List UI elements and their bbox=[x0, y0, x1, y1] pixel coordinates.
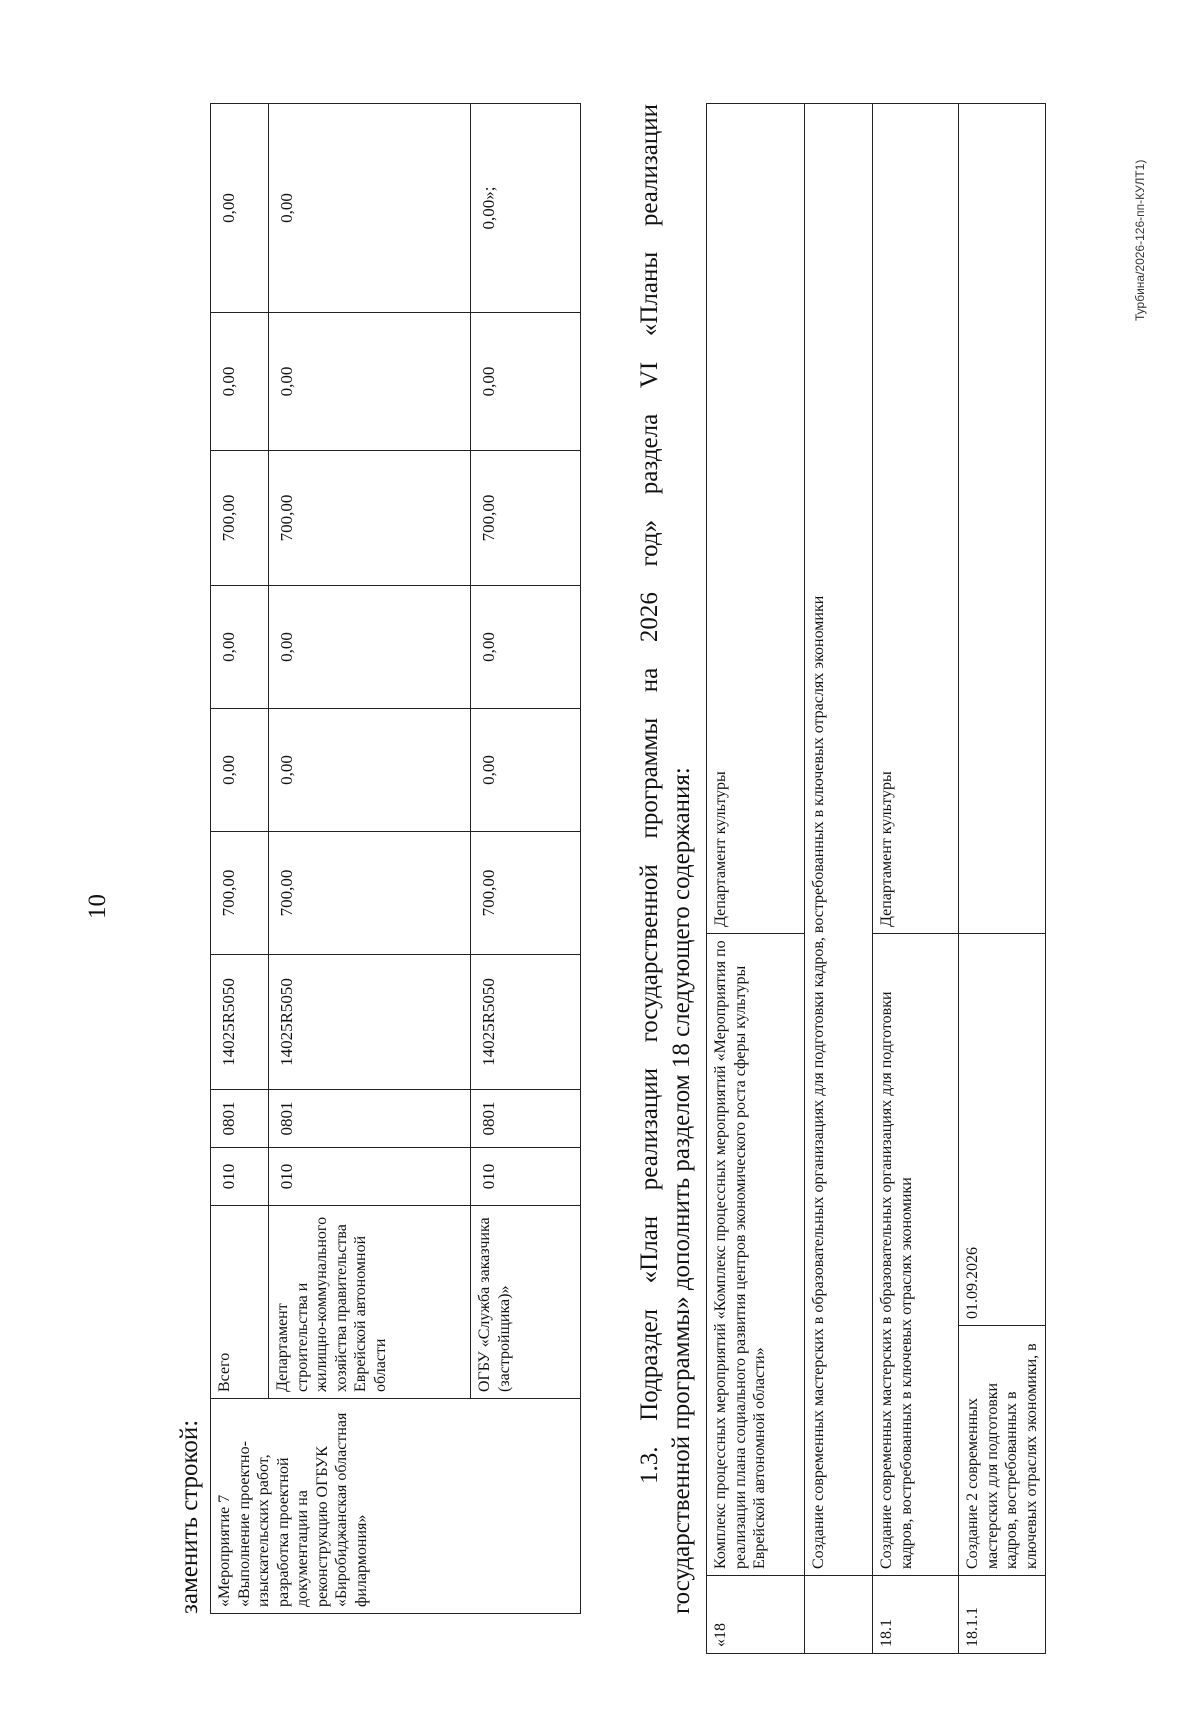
department-cell: Департамент культуры bbox=[707, 103, 805, 933]
amendment-paragraph bbox=[634, 104, 698, 1614]
code-cell: 0801 bbox=[269, 1090, 471, 1148]
executor-cell: ОГБУ «Служба заказчика (застройщика)» bbox=[471, 1206, 581, 1399]
lead-text: заменить строкой: bbox=[176, 1419, 203, 1614]
description-cell: Комплекс процессных мероприятий «Комплекс процессных мероприятий «Мероприятия по реализации плана социального развития центров экономического роста сферы культуры Еврейской автономной области» bbox=[707, 933, 805, 1575]
value-cell: 700,00 bbox=[269, 451, 471, 586]
row-number-cell: 18.1.1 bbox=[959, 1576, 1046, 1654]
row-number-cell: 18.1 bbox=[873, 1576, 959, 1654]
paragraph-line: 1.3. Подраздел «План реализации государственной программы на 2026 год» раздела VI «Планы реализации bbox=[636, 104, 663, 1484]
code-cell: 14025R5050 bbox=[211, 955, 269, 1090]
table-row bbox=[707, 103, 805, 1653]
code-cell: 0801 bbox=[211, 1090, 269, 1148]
value-cell: 700,00 bbox=[211, 832, 269, 955]
row-number-cell bbox=[805, 1576, 873, 1654]
executor-cell: Всего bbox=[211, 1206, 269, 1399]
value-cell: 700,00 bbox=[211, 451, 269, 586]
table-row bbox=[805, 103, 873, 1653]
value-cell: 700,00 bbox=[471, 832, 581, 955]
empty-cell bbox=[959, 103, 1046, 933]
table-row bbox=[471, 104, 581, 1614]
value-cell: 0,00»; bbox=[471, 104, 581, 313]
row-number-cell: «18 bbox=[707, 1576, 805, 1654]
table-row bbox=[269, 104, 471, 1614]
code-cell: 0801 bbox=[471, 1090, 581, 1148]
value-cell: 0,00 bbox=[269, 709, 471, 832]
description-cell: Создание современных мастерских в образовательных организациях для подготовки кадров, востребованных в ключевых отраслях экономики bbox=[805, 103, 873, 1575]
value-cell: 0,00 bbox=[211, 709, 269, 832]
value-cell: 0,00 bbox=[471, 313, 581, 451]
value-cell: 700,00 bbox=[471, 451, 581, 586]
description-cell: Создание 2 современных мастерских для подготовки кадров, востребованных в ключевых отраслях экономики, в bbox=[959, 1326, 1046, 1576]
budget-table bbox=[210, 103, 581, 1614]
code-cell: 010 bbox=[471, 1148, 581, 1206]
value-cell: 0,00 bbox=[471, 586, 581, 709]
value-cell: 0,00 bbox=[471, 709, 581, 832]
table-row bbox=[211, 104, 269, 1614]
description-cell: Создание современных мастерских в образовательных организациях для подготовки кадров, востребованных в ключевых отраслях экономики bbox=[873, 933, 959, 1575]
value-cell: 0,00 bbox=[211, 313, 269, 451]
value-cell: 0,00 bbox=[269, 313, 471, 451]
document-footer: Турбина/2026-126-пп-КУЛТ1) bbox=[1133, 159, 1147, 321]
executor-cell: Департамент строительства и жилищно-коммунального хозяйства правительства Еврейской автономной области bbox=[269, 1206, 471, 1399]
activity-name-cell: «Мероприятие 7 «Выполнение проектно-изыскательских работ, разработка проектной документации на реконструкцию ОГБУК «Биробиджанская областная филармония» bbox=[211, 1399, 581, 1614]
value-cell: 0,00 bbox=[211, 104, 269, 313]
table-row bbox=[873, 103, 959, 1653]
code-cell: 010 bbox=[269, 1148, 471, 1206]
department-cell: Департамент культуры bbox=[873, 103, 959, 933]
plan-table bbox=[706, 103, 1046, 1654]
value-cell: 700,00 bbox=[269, 832, 471, 955]
page-number: 10 bbox=[84, 894, 111, 919]
value-cell: 0,00 bbox=[269, 586, 471, 709]
code-cell: 14025R5050 bbox=[471, 955, 581, 1090]
table-row bbox=[959, 103, 1046, 1653]
paragraph-line: государственной программы» дополнить разделом 18 следующего содержания: bbox=[668, 767, 695, 1614]
date-cell: 01.09.2026 bbox=[959, 933, 1046, 1325]
code-cell: 010 bbox=[211, 1148, 269, 1206]
value-cell: 0,00 bbox=[269, 104, 471, 313]
value-cell: 0,00 bbox=[211, 586, 269, 709]
code-cell: 14025R5050 bbox=[269, 955, 471, 1090]
